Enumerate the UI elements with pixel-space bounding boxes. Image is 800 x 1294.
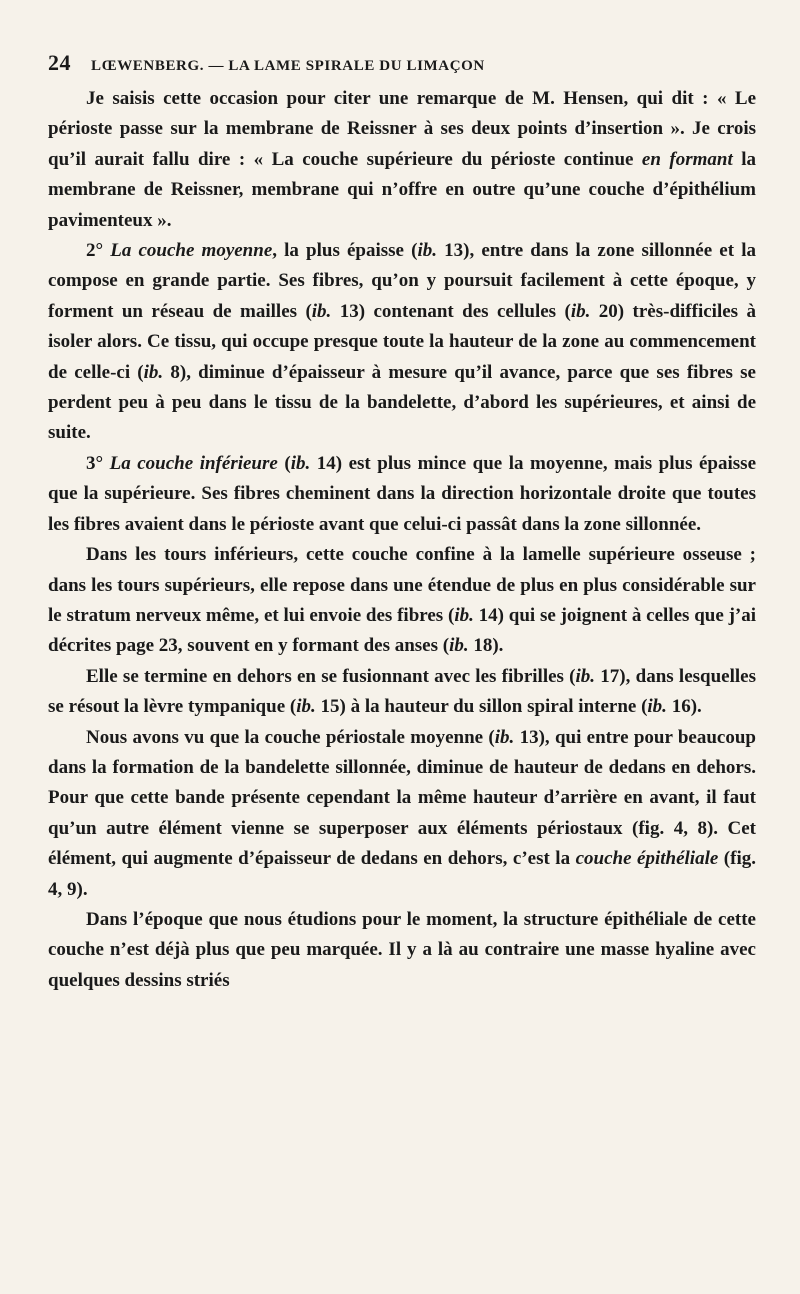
paragraph	[48, 84, 756, 236]
text-run: 13) contenant des cellules (	[331, 300, 571, 322]
text-run: 2°	[86, 240, 111, 262]
text-run: 16).	[666, 696, 702, 718]
paragraph	[48, 905, 756, 996]
text-run: Elle se termine en dehors en se fusionnant avec les fibrilles (	[86, 665, 576, 687]
text-run: 3°	[86, 452, 110, 474]
text-run: 18).	[468, 635, 504, 657]
paragraph	[48, 236, 756, 449]
text-run: 13), entre dans la zone sillonnée et la compose en grande partie. Ses fibres, qu’on y poursuit facilement à cette époque, y forment un réseau de mailles (	[48, 240, 756, 322]
text-run: (fig. 4, 9).	[48, 848, 756, 900]
italic-run: ib.	[647, 696, 667, 718]
text-run: 13), qui entre pour beaucoup dans la formation de la bandelette sillonnée, diminue de hauteur de dedans en dehors. Pour que cette bande présente cependant la même hauteur d’arrière en avant, il faut qu’un autre élément vienne se superposer aux éléments périostaux (fig. 4, 8). Cet élément, qui augmente d’épaisseur de dedans en dehors, c’est la	[48, 726, 756, 870]
text-run: 14) qui se joignent à celles que j’ai décrites page 23, souvent en y formant des anses (	[48, 604, 757, 657]
text-run: 15) à la hauteur du sillon spiral interne (	[315, 696, 648, 718]
body-text	[48, 84, 756, 996]
italic-run: en formant	[641, 148, 733, 170]
text-run: Nous avons vu que la couche périostale moyenne (	[86, 726, 495, 748]
text-run: 17), dans lesquelles se résout la lèvre tympanique (	[48, 665, 756, 718]
text-run: 8), diminue d’épaisseur à mesure qu’il avance, parce que ses fibres se perdent peu à peu dans le tissu de la bandelette, d’abord les supérieures, et ainsi de suite.	[48, 361, 756, 444]
italic-run: ib.	[311, 300, 332, 322]
paragraph	[48, 540, 756, 662]
italic-run: ib.	[143, 361, 164, 383]
text-run: (	[277, 452, 291, 474]
text-run: Dans les tours inférieurs, cette couche confine à la lamelle supérieure osseuse ; dans les tours supérieurs, elle repose dans une étendue de plus en plus considérable sur le stratum nerveux même, et lui envoie des fibres (	[48, 544, 756, 626]
text-run: la membrane de Reissner, membrane qui n’offre en outre qu’une couche d’épithélium pavimenteux ».	[48, 148, 757, 231]
italic-run: ib.	[296, 696, 316, 718]
text-run: , la plus épaisse (	[272, 240, 418, 262]
text-run: Je saisis cette occasion pour citer une remarque de M. Hensen, qui dit : « Le périoste passe sur la membrane de Reissner à ses deux points d’insertion ». Je crois qu’il aurait fallu dire : « La couche supérieure du périoste continue	[48, 88, 756, 170]
italic-run: ib.	[454, 604, 474, 626]
italic-run: La couche moyenne	[110, 240, 273, 262]
running-title: LŒWENBERG. — LA LAME SPIRALE DU LIMAÇON	[91, 58, 485, 74]
italic-run: ib.	[494, 726, 515, 748]
italic-run: ib.	[449, 635, 469, 657]
text-run: Dans l’époque que nous étudions pour le moment, la structure épithéliale de cette couche n’est déjà plus que peu marquée. Il y a là au contraire une masse hyaline avec quelques dessins striés	[48, 908, 756, 991]
italic-run: ib.	[290, 452, 311, 474]
page-number: 24	[48, 50, 71, 75]
italic-run: ib.	[417, 240, 437, 262]
italic-run: ib.	[575, 665, 596, 687]
italic-run: ib.	[570, 300, 591, 322]
italic-run: La couche inférieure	[109, 452, 278, 474]
paragraph	[48, 449, 756, 540]
text-run: 14) est plus mince que la moyenne, mais plus épaisse que la supérieure. Ses fibres cheminent dans la direction horizontale droite que toutes les fibres avaient dans le périoste avant que celui-ci passât dans la zone sillonnée.	[48, 452, 756, 535]
running-header	[48, 50, 756, 76]
paragraph	[48, 662, 756, 723]
text-run: 20) très-difficiles à isoler alors. Ce tissu, qui occupe presque toute la hauteur de la zone au commencement de celle-ci (	[48, 300, 756, 383]
italic-run: couche épithéliale	[575, 848, 719, 870]
paragraph	[48, 723, 756, 905]
